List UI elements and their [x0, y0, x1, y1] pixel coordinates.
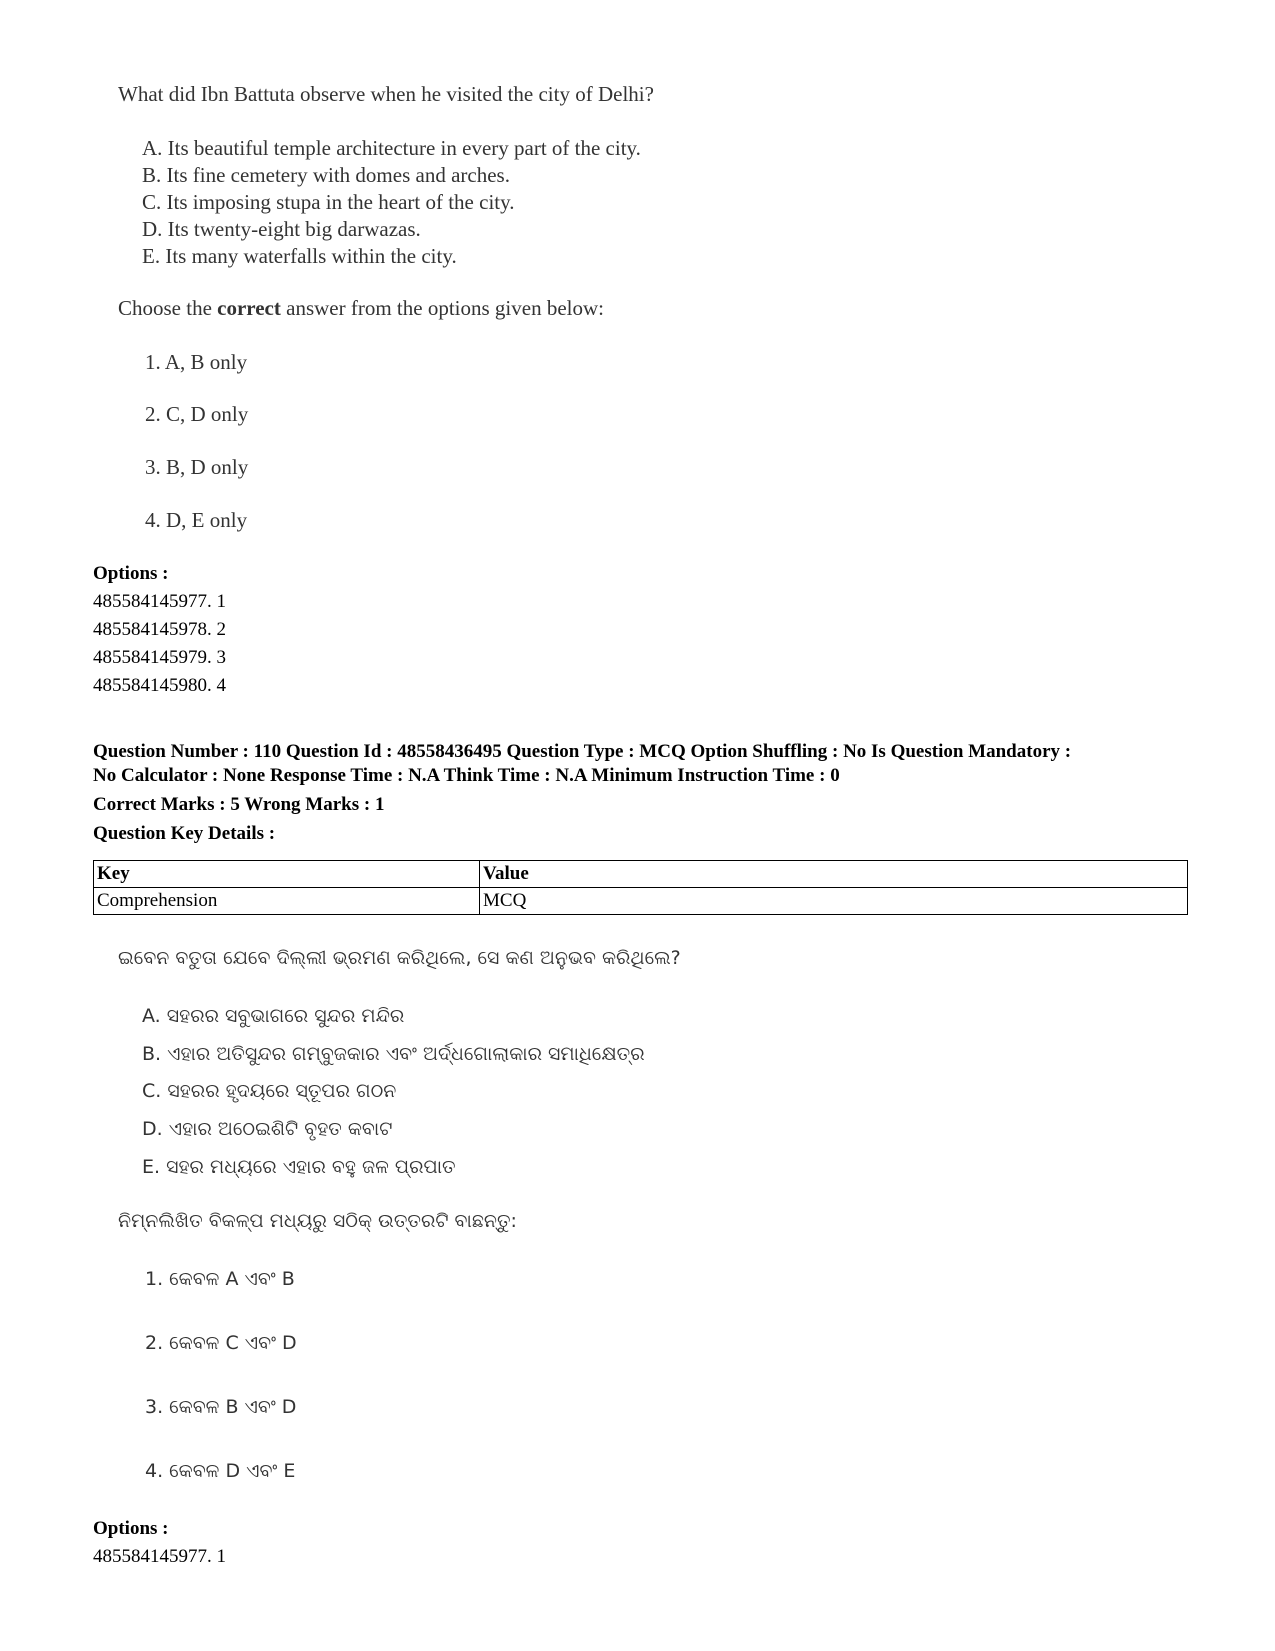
options-heading: Options :: [93, 563, 169, 584]
statement-e: E. Its many waterfalls within the city.: [142, 244, 457, 268]
option-item: 485584145978. 2: [93, 619, 226, 640]
choice-4-odia: 4. କେବଳ D ଏବଂ E: [145, 1460, 296, 1482]
statement-a: A. Its beautiful temple architecture in every part of the city.: [142, 136, 641, 160]
choice-4: 4. D, E only: [145, 508, 248, 532]
key-details-heading: Question Key Details :: [93, 823, 276, 844]
choice-3-odia: 3. କେବଳ B ଏବଂ D: [145, 1396, 297, 1418]
option-item: 485584145980. 4: [93, 675, 226, 696]
statement-d-odia: D. ଏହାର ଅଠେଇଶିଟି ବୃହତ କବାଟ: [142, 1118, 393, 1140]
statement-b: B. Its fine cemetery with domes and arches.: [142, 163, 510, 187]
key-details-table: [93, 860, 1188, 915]
options-heading: Options :: [93, 1518, 169, 1539]
statement-e-odia: E. ସହର ମଧ୍ୟରେ ଏହାର ବହୁ ଜଳ ପ୍ରପାତ: [142, 1156, 456, 1178]
statement-d: D. Its twenty-eight big darwazas.: [142, 217, 421, 241]
question-meta-line1: Question Number : 110 Question Id : 48558436495 Question Type : MCQ Option Shuffling : No Is Question Mandatory :: [93, 741, 1072, 762]
choice-3: 3. B, D only: [145, 455, 249, 479]
statement-c: C. Its imposing stupa in the heart of the city.: [142, 190, 515, 214]
question-text: What did Ibn Battuta observe when he visited the city of Delhi?: [118, 82, 654, 106]
question-marks: Correct Marks : 5 Wrong Marks : 1: [93, 794, 385, 815]
choose-instruction-odia: ନିମ୍ନଲିଖିତ ବିକଳ୍ପ ମଧ୍ୟରୁ ସଠିକ୍ ଉତ୍ତରଟି ବାଛନ୍ତୁ:: [118, 1210, 517, 1232]
option-item: 485584145979. 3: [93, 647, 226, 668]
table-row: [94, 888, 1188, 915]
question-image-odia: [0, 935, 1275, 1495]
statement-b-odia: B. ଏହାର ଅତିସୁନ୍ଦର ଗମ୍ବୁଜକାର ଏବଂ ଅର୍ଦ୍ଧଗୋଲାକାର ସମାଧିକ୍ଷେତ୍ର: [142, 1043, 645, 1065]
choose-bold: correct: [217, 296, 281, 320]
choice-1-odia: 1. କେବଳ A ଏବଂ B: [145, 1268, 295, 1290]
table-cell-key: Comprehension: [94, 888, 480, 915]
statement-a-odia: A. ସହରର ସବୁଭାଗରେ ସୁନ୍ଦର ମନ୍ଦିର: [142, 1005, 405, 1027]
choice-2: 2. C, D only: [145, 402, 249, 426]
table-header-value: Value: [480, 861, 1188, 888]
statement-c-odia: C. ସହରର ହୃଦୟରେ ସ୍ତୂପର ଗଠନ: [142, 1080, 397, 1102]
question-text-odia: ଇବେନ ବତୁତା ଯେବେ ଦିଲ୍ଲୀ ଭ୍ରମଣ କରିଥିଲେ, ସେ କଣ ଅନୁଭବ କରିଥିଲେ?: [118, 947, 681, 969]
option-item: 485584145977. 1: [93, 1546, 226, 1567]
table-cell-value: MCQ: [480, 888, 1188, 915]
choose-instruction: [118, 296, 604, 321]
table-header-row: [94, 861, 1188, 888]
question-image-english: [0, 0, 1275, 545]
table-header-key: Key: [94, 861, 480, 888]
choice-2-odia: 2. କେବଳ C ଏବଂ D: [145, 1332, 297, 1354]
question-meta-line2: No Calculator : None Response Time : N.A Think Time : N.A Minimum Instruction Time : 0: [93, 765, 840, 786]
choose-prefix: Choose the: [118, 296, 218, 320]
option-item: 485584145977. 1: [93, 591, 226, 612]
choose-suffix: answer from the options given below:: [280, 296, 604, 320]
choice-1: 1. A, B only: [145, 350, 248, 374]
